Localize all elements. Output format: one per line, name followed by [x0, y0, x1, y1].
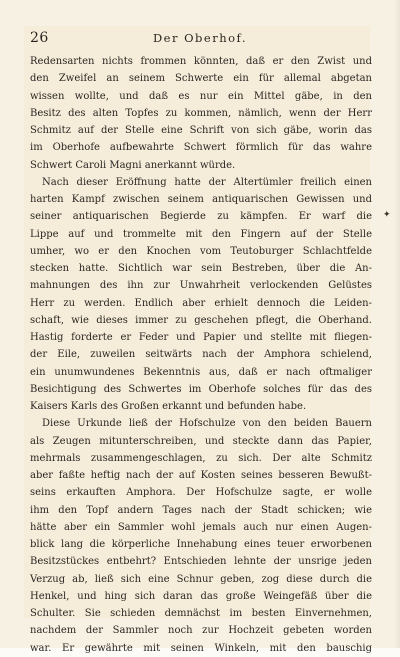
page-edge-shadow [394, 0, 400, 648]
text-line: blick lang die körperliche Innehabung eines teuer erworbenen [30, 539, 372, 550]
text-line: Herr zu werden. Endlich aber erhielt dennoch die Leiden- [30, 297, 372, 309]
text-line: mahnungen des ihn zur Unwahrheit verlockenden Gelüstes [30, 280, 372, 292]
text-line: umher, wo er den Knochen vom Teutoburger Schlachtfelde [30, 245, 372, 257]
text-line: Lippe auf und trommelte mit den Fingern auf der Stelle [30, 228, 372, 240]
text-line: Schulter. Sie schieden demnächst im besten Einvernehmen, [30, 608, 372, 619]
text-line: als Zeugen mitunterschreiben, und steckte dann das Papier, [30, 435, 372, 447]
text-line: Diese Urkunde ließ der Hofschulze von den beiden Bauern [42, 418, 372, 430]
text-line: seiner antiquarischen Begierde zu kämpfen. Er warf die [30, 211, 372, 223]
text-line: im Oberhofe aufbewahrte Schwert förmlich für das wahre [30, 142, 372, 154]
text-line: mehrmals zusammengeschlagen, zu sich. Der alte Schmitz [30, 452, 372, 464]
text-line: nachdem der Sammler noch zur Hochzeit gebeten worden [30, 625, 372, 637]
text-line: Besichtigung des Schwertes im Oberhofe solches für das des [30, 383, 372, 395]
text-line: Schwert Caroli Magni anerkannt würde. [30, 159, 236, 171]
text-line: Redensarten nichts frommen könnten, daß er den Zwist und [30, 56, 372, 67]
text-line: Besitz des alten Topfes zu kommen, nämlich, wenn der Herr [30, 107, 372, 119]
text-line: schaft, wie dieses immer zu geschehen pflegt, die Oberhand. [30, 314, 372, 326]
text-line: den Zweifel an seinem Schwerte ein für allemal abgetan [30, 73, 372, 85]
text-line: Schmitz auf der Stelle eine Schrift von sich gäbe, worin das [30, 125, 372, 136]
text-line: stecken hatte. Sichtlich war sein Bestreben, über die An- [30, 263, 372, 274]
text-line: seins erkauften Amphora. Der Hofschulze sagte, er wolle [30, 487, 372, 499]
text-line: ein unumwundenes Bekenntnis aus, daß er nach oftmaliger [30, 366, 372, 378]
page-number: 26 [30, 30, 49, 46]
text-line: Kaisers Karls des Großen erkannt und befunden habe. [30, 401, 307, 412]
text-line: Hastig forderte er Feder und Papier und stellte mit fliegen- [30, 332, 372, 343]
body-text [30, 53, 372, 657]
text-line: hätte aber ein Sammler wohl jemals auch nur einen Augen- [30, 521, 372, 533]
margin-mark-icon: ✦ [383, 210, 391, 220]
text-line: Besitzstückes entbehrt? Entschieden lehnte der unsrige jeden [30, 556, 372, 568]
text-line: Verzug ab, ließ sich eine Schnur geben, zog diese durch die [30, 573, 372, 585]
text-line: war. Er gewährte mit seinen Winkeln, mit den bauschig [30, 642, 372, 654]
text-line: harten Kampf zwischen seinem antiquarischen Gewissen und [30, 194, 372, 205]
text-line: ihm den Topf andern Tages nach der Stadt schicken; wie [30, 504, 372, 516]
text-line: aber faßte heftig nach der auf Kosten seines besseren Bewußt- [30, 470, 372, 481]
text-line: Henkel, und hing sich daran das große Weingefäß über die [30, 590, 372, 602]
text-line: wissen wollte, und daß es nur ein Mittel gäbe, in den [30, 90, 372, 102]
running-head [30, 30, 370, 48]
text-line: Nach dieser Eröffnung hatte der Altertümler freilich einen [42, 176, 372, 188]
running-title: Der Oberhof. [152, 31, 248, 45]
text-line: der Eile, zuweilen seitwärts nach der Amphora schielend, [30, 349, 372, 361]
